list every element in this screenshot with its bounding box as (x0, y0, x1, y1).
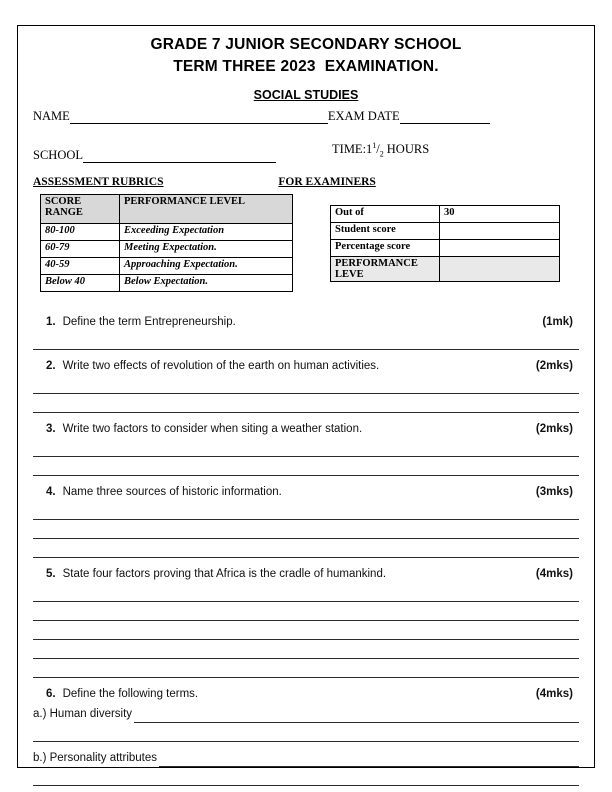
question-text: Write two effects of revolution of the earth on human activities. (62, 359, 380, 372)
answer-line (33, 539, 579, 558)
time-fraction-slash: / (376, 142, 380, 157)
question-marks: (2mks) (535, 422, 573, 435)
subject-title: SOCIAL STUDIES (253, 88, 359, 102)
exam-date-blank-line (400, 108, 490, 124)
answer-line (33, 621, 579, 640)
question-5 (33, 566, 579, 678)
answer-line (33, 394, 579, 413)
score-range-cell: 60-79 (41, 240, 120, 257)
answer-line (33, 640, 579, 659)
question-6 (33, 686, 579, 786)
table-row (41, 257, 293, 274)
question-number: 3. (46, 422, 56, 435)
assessment-rubrics-heading: ASSESSMENT RUBRICS (33, 175, 164, 188)
performance-level-cell: Meeting Expectation. (120, 240, 293, 257)
question-number: 1. (46, 315, 56, 328)
question-row (33, 566, 579, 583)
question-1 (33, 314, 579, 350)
question-text: Define the term Entrepreneurship. (62, 315, 236, 328)
examiner-label-cell: Student score (331, 222, 440, 239)
question-3 (33, 421, 579, 476)
score-range-header: SCORE RANGE (41, 194, 120, 223)
examiner-label-cell: PERFORMANCE LEVE (331, 256, 440, 281)
question-text: Write two factors to consider when siting a weather station. (62, 422, 363, 435)
sub-question-b (33, 749, 579, 767)
question-marks: (2mks) (535, 359, 573, 372)
question-row (33, 421, 579, 438)
table-row (41, 223, 293, 240)
school-blank-line (83, 147, 276, 163)
school-label: SCHOOL (33, 147, 84, 162)
questions-section (33, 314, 579, 786)
time-value (332, 138, 429, 163)
question-marks: (4mks) (535, 567, 573, 580)
assessment-rubrics-table (40, 194, 293, 292)
time-suffix: HOURS (386, 142, 430, 157)
tables-row (33, 194, 579, 292)
question-row (33, 686, 579, 703)
question-2 (33, 358, 579, 413)
performance-level-cell: Exceeding Expectation (120, 223, 293, 240)
sub-question-label: a.) Human diversity (33, 707, 133, 720)
score-range-cell: 40-59 (41, 257, 120, 274)
answer-line (33, 501, 579, 520)
examiner-value-cell (440, 256, 560, 281)
examiner-value-cell (440, 222, 560, 239)
time-prefix: TIME:1 (332, 142, 373, 157)
question-marks: (3mks) (535, 485, 573, 498)
score-range-cell: 80-100 (41, 223, 120, 240)
question-marks: (4mks) (535, 687, 573, 700)
page-border (17, 25, 595, 768)
question-text: Define the following terms. (62, 687, 199, 700)
question-number: 6. (46, 687, 56, 700)
answer-line (33, 438, 579, 457)
name-date-row (33, 108, 579, 124)
section-headers-row (33, 175, 579, 190)
table-row (331, 222, 560, 239)
performance-level-cell: Below Expectation. (120, 274, 293, 291)
answer-line (33, 602, 579, 621)
answer-line (33, 375, 579, 394)
table-row (331, 239, 560, 256)
for-examiners-heading: FOR EXAMINERS (278, 175, 376, 188)
answer-line (33, 659, 579, 678)
question-number: 2. (46, 359, 56, 372)
performance-level-cell: Approaching Expectation. (120, 257, 293, 274)
sub-question-a (33, 705, 579, 723)
answer-line (33, 767, 579, 786)
examiner-label-cell: Percentage score (331, 239, 440, 256)
examiner-label-cell: Out of (331, 205, 440, 222)
score-range-cell: Below 40 (41, 274, 120, 291)
question-text: State four factors proving that Africa is the cradle of humankind. (62, 567, 387, 580)
answer-line (159, 752, 579, 767)
performance-level-header: PERFORMANCE LEVEL (120, 194, 293, 223)
table-header-row (41, 194, 293, 223)
answer-line (33, 331, 579, 350)
for-examiners-table (330, 205, 560, 282)
exam-date-label: EXAM DATE (327, 109, 400, 123)
exam-title-line1: GRADE 7 JUNIOR SECONDARY SCHOOL (150, 36, 462, 53)
table-row (41, 274, 293, 291)
question-row (33, 484, 579, 501)
table-row (331, 205, 560, 222)
answer-line (134, 708, 579, 723)
name-blank-line (70, 108, 328, 124)
exam-title-line2: TERM THREE 2023 EXAMINATION. (173, 58, 439, 75)
question-number: 5. (46, 567, 56, 580)
sub-question-label: b.) Personality attributes (33, 751, 158, 764)
time-fraction-denominator: 2 (379, 149, 384, 159)
question-text: Name three sources of historic information. (62, 485, 282, 498)
answer-line (33, 583, 579, 602)
time-fraction-numerator: 1 (372, 141, 377, 150)
school-time-row (33, 138, 579, 163)
name-label: NAME (33, 109, 70, 123)
examiner-value-cell (440, 239, 560, 256)
table-row (41, 240, 293, 257)
table-row (331, 256, 560, 281)
answer-line (33, 520, 579, 539)
question-4 (33, 484, 579, 558)
answer-line (33, 723, 579, 742)
examiner-value-cell: 30 (440, 205, 560, 222)
question-row (33, 358, 579, 375)
answer-line (33, 457, 579, 476)
question-marks: (1mk) (542, 315, 573, 328)
question-row (33, 314, 579, 331)
question-number: 4. (46, 485, 56, 498)
